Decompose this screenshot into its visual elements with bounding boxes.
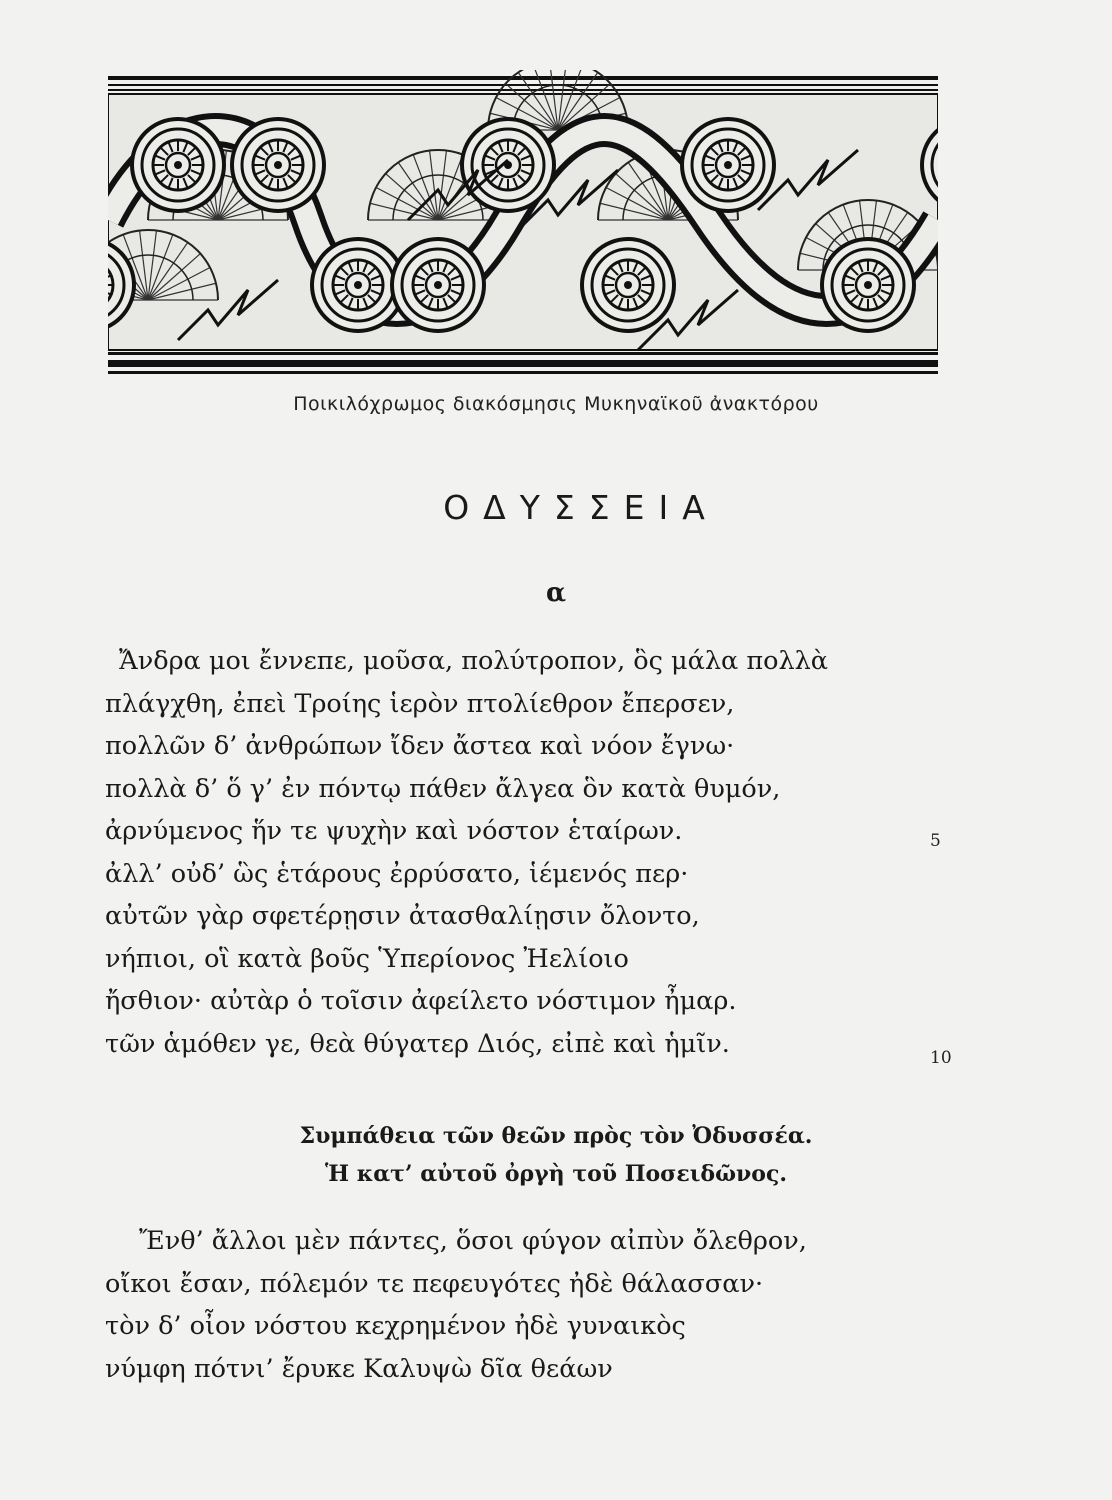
verse-text: πολλὰ δ’ ὅ γ’ ἐν πόντῳ πάθεν ἄλγεα ὃν κατὰ θυμόν,	[105, 773, 781, 804]
verse-text: Ἔνθ’ ἄλλοι μὲν πάντες, ὅσοι φύγον αἰπὺν ὄλεθρον,	[139, 1226, 807, 1256]
summary-line: Συμπάθεια τῶν θεῶν πρὸς τὸν Ὀδυσσέα.	[299, 1123, 813, 1149]
mycenaean-spiral-frieze	[108, 70, 938, 386]
verse-line	[105, 895, 965, 938]
verse-text: νύμφη πότνι’ ἔρυκε Καλυψὼ δῖα θεάων	[105, 1353, 613, 1384]
verse-line	[105, 980, 965, 1023]
verse-line	[105, 725, 965, 768]
verse-text: πλάγχθη, ἐπεὶ Τροίης ἱερὸν πτολίεθρον ἔπερσεν,	[105, 688, 735, 719]
verse-block-proem	[105, 640, 965, 1068]
verse-text: ἤσθιον· αὐτὰρ ὁ τοῖσιν ἀφείλετο νόστιμον ἦμαρ.	[105, 986, 737, 1016]
verse-block-second	[105, 1220, 965, 1390]
verse-text: ἀλλ’ οὐδ’ ὣς ἑτάρους ἐρρύσατο, ἱέμενός περ·	[105, 858, 689, 889]
verse-text: πολλῶν δ’ ἀνθρώπων ἴδεν ἄστεα καὶ νόον ἔγνω·	[105, 731, 735, 761]
book-letter: α	[545, 578, 566, 608]
verse-line	[105, 1305, 965, 1348]
verse-text: τὸν δ’ οἶον νόστου κεχρημένον ἠδὲ γυναικὸς	[105, 1311, 686, 1341]
page-title: ΟΔΥΣΣΕΙΑ	[443, 488, 719, 527]
summary-line: Ἡ κατ’ αὐτοῦ ὀργὴ τοῦ Ποσειδῶνος.	[324, 1161, 788, 1187]
verse-text: Ἄνδρα μοι ἔννεπε, μοῦσα, πολύτροπον, ὃς μάλα πολλὰ	[119, 646, 828, 676]
verse-line	[105, 810, 965, 853]
line-number: 10	[930, 1047, 952, 1068]
verse-line	[105, 768, 965, 811]
section-summary	[0, 1117, 1112, 1193]
verse-text: αὐτῶν γὰρ σφετέρῃσιν ἀτασθαλίῃσιν ὄλοντο,	[105, 901, 700, 931]
verse-line	[105, 1023, 965, 1066]
verse-text: ἀρνύμενος ἥν τε ψυχὴν καὶ νόστον ἑταίρων.	[105, 816, 683, 846]
verse-text: οἴκοι ἔσαν, πόλεμόν τε πεφευγότες ἠδὲ θάλασσαν·	[105, 1268, 764, 1299]
verse-line	[105, 853, 965, 896]
verse-text: τῶν ἁμόθεν γε, θεὰ θύγατερ Διός, εἰπὲ καὶ ἡμῖν.	[105, 1028, 730, 1059]
frieze-caption: Ποικιλόχρωμος διακόσμησις Μυκηναϊκοῦ ἀνακτόρου	[293, 393, 819, 415]
verse-line	[105, 1348, 965, 1391]
verse-line	[105, 683, 965, 726]
verse-line	[105, 640, 965, 683]
line-number: 5	[930, 831, 941, 851]
verse-line	[105, 1263, 965, 1306]
verse-text: νήπιοι, οἳ κατὰ βοῦς Ὑπερίονος Ἠελίοιο	[105, 943, 629, 974]
verse-line	[105, 938, 965, 981]
verse-line	[105, 1220, 965, 1263]
